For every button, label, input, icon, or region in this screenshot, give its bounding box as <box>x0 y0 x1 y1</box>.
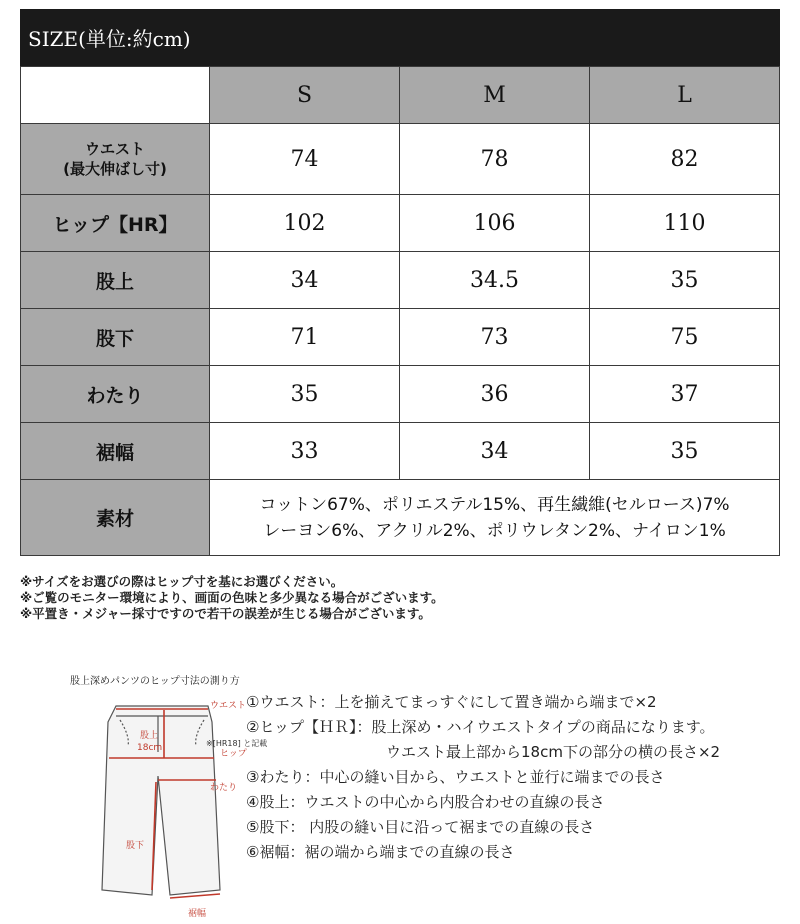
note-line: ※平置き・メジャー採寸ですので若干の誤差が生じる場合がございます。 <box>20 606 431 621</box>
table-cell: 36 <box>400 366 590 423</box>
table-cell: 74 <box>210 124 400 195</box>
size-column-header: S <box>210 67 400 124</box>
table-cell: 71 <box>210 309 400 366</box>
material-cell <box>210 480 780 556</box>
description-line: ①ウエスト：上を揃えてまっすぐにして置き端から端まで×2 <box>246 693 657 711</box>
diagram-label: 股上 <box>140 731 159 741</box>
measurement-descriptions <box>246 690 720 865</box>
size-table <box>20 66 780 556</box>
corner-cell <box>21 67 210 124</box>
size-table-title: SIZE(単位:約cm) <box>20 9 780 66</box>
table-cell: 35 <box>210 366 400 423</box>
table-cell: 82 <box>590 124 780 195</box>
row-label: ウエスト (最大伸ばし寸) <box>21 124 210 195</box>
table-cell: 37 <box>590 366 780 423</box>
table-cell: 34 <box>210 252 400 309</box>
table-cell: 78 <box>400 124 590 195</box>
table-cell: 35 <box>590 423 780 480</box>
diagram-label: ヒップ <box>220 749 247 759</box>
table-row <box>21 309 780 366</box>
description-line: ④股上：ウエストの中心から内股合わせの直線の長さ <box>246 793 605 811</box>
row-label: 股下 <box>21 309 210 366</box>
size-column-header: M <box>400 67 590 124</box>
table-cell: 34.5 <box>400 252 590 309</box>
size-header-row <box>21 67 780 124</box>
material-line: コットン67%、ポリエステル15%、再生繊維(セルロース)7% <box>259 494 730 515</box>
description-line: ③わたり：中心の縫い目から、ウエストと並行に端までの長さ <box>246 768 665 786</box>
description-line: ⑥裾幅：裾の端から端までの直線の長さ <box>246 843 515 861</box>
table-row <box>21 423 780 480</box>
description-line: ②ヒップ【ＨＲ】：股上深め・ハイウエストタイプの商品になります。 <box>246 718 715 736</box>
table-cell: 106 <box>400 195 590 252</box>
table-row <box>21 366 780 423</box>
table-row <box>21 195 780 252</box>
description-line: ウエスト最上部から18cm下の部分の横の長さ×2 <box>386 743 721 761</box>
row-label: ヒップ【HR】 <box>21 195 210 252</box>
diagram-label: 股下 <box>126 841 145 851</box>
pants-diagram <box>60 690 268 924</box>
pants-outline <box>102 706 220 895</box>
material-row <box>21 480 780 556</box>
table-cell: 110 <box>590 195 780 252</box>
diagram-label: 裾幅 <box>188 909 207 919</box>
row-label: 裾幅 <box>21 423 210 480</box>
note-line: ※サイズをお選びの際はヒップ寸を基にお選びください。 <box>20 574 344 589</box>
hr-note-label: ※[HR18] と記載 <box>206 739 268 748</box>
material-line: レーヨン6%、アクリル2%、ポリウレタン2%、ナイロン1% <box>263 520 726 541</box>
diagram-label: わたり <box>210 783 238 793</box>
table-row <box>21 252 780 309</box>
row-label: わたり <box>21 366 210 423</box>
note-line: ※ご覧のモニター環境により、画面の色味と多少異なる場合がございます。 <box>20 590 444 605</box>
diagram-title: 股上深めパンツのヒップ寸法の測り方 <box>70 676 240 687</box>
row-label: 素材 <box>21 480 210 556</box>
table-cell: 35 <box>590 252 780 309</box>
table-cell: 73 <box>400 309 590 366</box>
table-cell: 75 <box>590 309 780 366</box>
table-cell: 34 <box>400 423 590 480</box>
size-column-header: L <box>590 67 780 124</box>
diagram-label: ウエスト <box>210 701 247 711</box>
description-line: ⑤股下： 内股の縫い目に沿って裾までの直線の長さ <box>246 818 595 836</box>
table-cell: 102 <box>210 195 400 252</box>
table-row <box>21 124 780 195</box>
diagram-label: 18cm <box>137 743 163 753</box>
table-cell: 33 <box>210 423 400 480</box>
size-notes <box>20 574 444 622</box>
row-label: 股上 <box>21 252 210 309</box>
